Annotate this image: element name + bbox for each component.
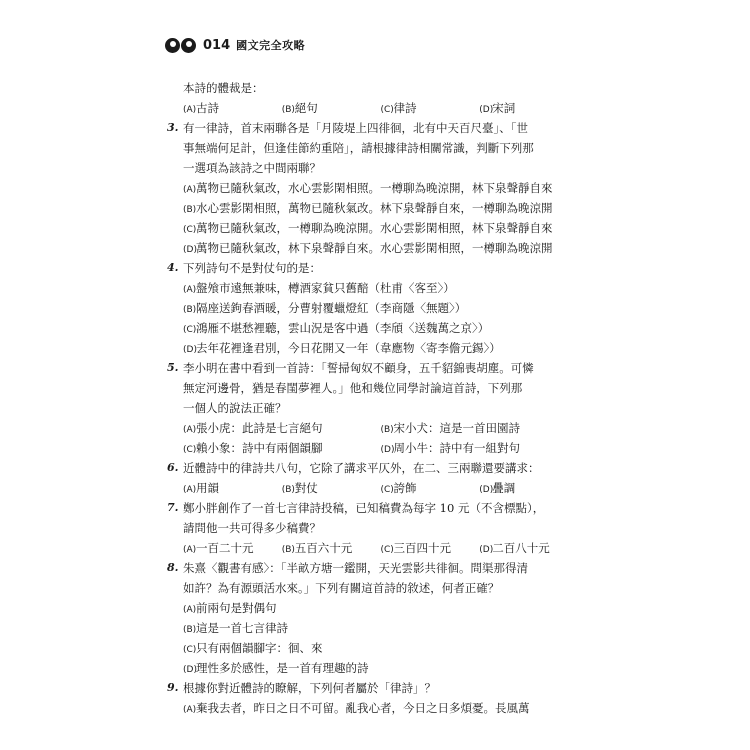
- question-number: 5.: [167, 361, 179, 374]
- page-number: 014: [203, 37, 231, 53]
- question-3-stem-line: 事無端何足計，但逢佳節約重陪」，請根據律詩相關常識，判斷下列那: [183, 141, 534, 155]
- question-number: 3.: [167, 121, 179, 134]
- question-number: 4.: [167, 261, 179, 274]
- question-8-option-a: (A)前兩句是對偶句: [183, 601, 277, 615]
- question-3-option-b: (B)水心雲影閑相照，萬物已隨秋氣改。林下泉聲靜自來，一樽聊為晚涼開: [183, 201, 553, 215]
- question-8-option-c: (C)只有兩個韻腳字：徊、來: [183, 641, 323, 655]
- question-9-stem: 9. 根據你對近體詩的瞭解，下列何者屬於「律詩」？: [169, 678, 578, 698]
- question-6-option-d: (D)疊調: [479, 481, 516, 495]
- eyes-logo-icon: [165, 38, 197, 53]
- question-4-option-d: (D)去年花裡逢君別，今日花開又一年（韋應物〈寄李儋元錫〉）: [183, 341, 501, 355]
- question-3-option-c: (C)萬物已隨秋氣改，一樽聊為晚涼開。水心雲影閑相照，林下泉聲靜自來: [183, 221, 553, 235]
- question-4-stem: 4. 下列詩句不是對仗句的是：: [169, 258, 578, 278]
- question-7-options: [183, 538, 578, 558]
- question-6-options: [183, 478, 578, 498]
- question-5-option-d: (D)周小牛：詩中有一組對句: [380, 441, 520, 455]
- question-8-option-b: (B)這是一首七言律詩: [183, 621, 288, 635]
- question-4-option-c: (C)鴻雁不堪愁裡聽，雲山況是客中過（李頎〈送魏萬之京〉）: [183, 321, 490, 335]
- question-5-option-a: (A)張小虎：此詩是七言絕句: [183, 421, 323, 435]
- right-eye-icon: [181, 38, 196, 53]
- question-7-option-c: (C)三百四十元: [380, 541, 451, 555]
- question-5-option-c: (C)賴小象：詩中有兩個韻腳: [183, 441, 323, 455]
- question-8-option-d: (D)理性多於感性，是一首有理趣的詩: [183, 661, 369, 675]
- question-number: 9.: [167, 681, 179, 694]
- question-5-option-b: (B)宋小犬：這是一首田園詩: [380, 421, 520, 435]
- question-number: 8.: [167, 561, 179, 574]
- question-4-option-b: (B)隔座送鉤春酒暖，分曹射覆蠟燈紅（李商隱〈無題〉）: [183, 301, 467, 315]
- question-3-stem-line: 一選項為該詩之中間兩聯？: [183, 161, 321, 175]
- page-content: [167, 78, 578, 718]
- page-header: [165, 34, 305, 56]
- question-5-stem: 5. 李小明在書中看到一首詩：「誓掃匈奴不顧身，五千貂錦喪胡塵。可憐: [169, 358, 578, 378]
- intro-options: [183, 98, 578, 118]
- intro-option-c: (C)律詩: [380, 101, 417, 115]
- question-6-option-b: (B)對仗: [281, 481, 318, 495]
- question-7-option-b: (B)五百六十元: [281, 541, 353, 555]
- question-3-option-d: (D)萬物已隨秋氣改，林下泉聲靜自來。水心雲影閑相照，一樽聊為晚涼開: [183, 241, 553, 255]
- question-5-options-row: [183, 438, 578, 458]
- question-7-option-a: (A)一百二十元: [183, 541, 254, 555]
- intro-stem: 本詩的體裁是：: [183, 81, 264, 95]
- question-5-stem-line: 無定河邊骨，猶是春閨夢裡人。」他和幾位同學討論這首詩，下列那: [183, 381, 523, 395]
- question-3-option-a: (A)萬物已隨秋氣改，水心雲影閑相照。一樽聊為晚涼開，林下泉聲靜自來: [183, 181, 553, 195]
- question-3-stem: 3. 有一律詩，首末兩聯各是「月陵堤上四徘徊，北有中天百尺臺」、「世: [169, 118, 578, 138]
- intro-option-d: (D)宋詞: [479, 101, 516, 115]
- question-7-option-d: (D)二百八十元: [479, 541, 550, 555]
- question-5-options-row: [183, 418, 578, 438]
- question-7-stem: 7. 鄭小胖創作了一首七言律詩投稿，已知稿費為每字 10 元（不含標點），: [169, 498, 578, 518]
- question-6-option-a: (A)用韻: [183, 481, 219, 495]
- question-number: 7.: [167, 501, 179, 514]
- question-6-stem: 6. 近體詩中的律詩共八句，它除了講求平仄外，在二、三兩聯還要講求：: [169, 458, 578, 478]
- question-4-option-a: (A)盤飧市遠無兼味，樽酒家貧只舊醅（杜甫〈客至〉）: [183, 281, 455, 295]
- intro-option-a: (A)古詩: [183, 101, 219, 115]
- question-8-stem: 8. 朱熹〈觀書有感〉：「半畝方塘一鑑開，天光雲影共徘徊。問渠那得清: [169, 558, 578, 578]
- question-number: 6.: [167, 461, 179, 474]
- question-8-stem-line: 如許？為有源頭活水來。」下列有關這首詩的敘述，何者正確？: [183, 581, 500, 595]
- question-5-stem-line: 一個人的說法正確？: [183, 401, 287, 415]
- left-eye-icon: [165, 38, 180, 53]
- question-9-option-a: (A)棄我去者，昨日之日不可留。亂我心者，今日之日多煩憂。長風萬: [183, 701, 530, 715]
- book-title: 國文完全攻略: [236, 39, 306, 52]
- question-6-option-c: (C)誇飾: [380, 481, 417, 495]
- intro-option-b: (B)絕句: [281, 101, 318, 115]
- question-7-stem-line: 請問他一共可得多少稿費？: [183, 521, 321, 535]
